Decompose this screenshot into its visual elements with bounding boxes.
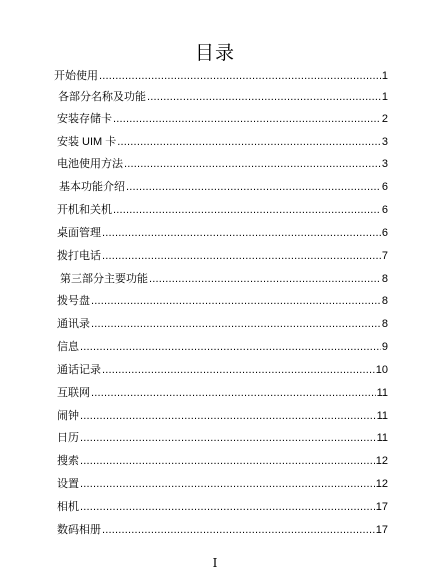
toc-entry[interactable] — [57, 360, 388, 380]
toc-entry-label: 闹钟 — [57, 410, 79, 422]
toc-entry-label: 通讯录 — [57, 318, 90, 330]
toc-title: 目录 — [194, 42, 235, 64]
toc-entry[interactable] — [57, 223, 388, 243]
toc-leader-dots — [80, 337, 381, 357]
toc-entry-label: 数码相册 — [57, 524, 101, 536]
toc-entry-label: 电池使用方法 — [57, 158, 123, 170]
toc-entry-page: 11 — [376, 387, 388, 399]
toc-leader-dots — [91, 291, 381, 311]
toc-entry-label: 拨打电话 — [57, 250, 101, 262]
toc-leader-dots — [117, 132, 381, 152]
toc-leader-dots — [124, 154, 381, 174]
toc-entry-label: 互联网 — [57, 387, 90, 399]
toc-entry[interactable] — [57, 109, 388, 129]
toc-entry-label: 基本功能介绍 — [59, 181, 125, 193]
toc-entry[interactable] — [57, 246, 388, 266]
toc-leader-dots — [102, 223, 381, 243]
toc-leader-dots — [80, 428, 376, 448]
toc-entry[interactable] — [57, 337, 388, 357]
toc-entry-label: 设置 — [57, 478, 79, 490]
toc-leader-dots — [91, 383, 376, 403]
toc-entry[interactable] — [57, 291, 388, 311]
toc-leader-dots — [102, 520, 375, 540]
toc-entry-label: 开始使用 — [54, 70, 98, 82]
toc-entry[interactable] — [57, 474, 388, 494]
toc-leader-dots — [91, 314, 381, 334]
toc-leader-dots — [80, 451, 375, 471]
toc-entry-label: 通话记录 — [57, 364, 101, 376]
toc-leader-dots — [113, 109, 381, 129]
toc-leader-dots — [113, 200, 381, 220]
toc-entry-page: 11 — [376, 432, 388, 444]
toc-entry-page: 11 — [376, 410, 388, 422]
toc-entry-label: 第三部分主要功能 — [60, 273, 148, 285]
toc-leader-dots — [80, 497, 375, 517]
toc-entry-label: 搜索 — [57, 455, 79, 467]
toc-entry-label: 相机 — [57, 501, 79, 513]
toc-leader-dots — [102, 360, 375, 380]
toc-entry-page: 3 — [381, 136, 388, 148]
toc-entry-page: 12 — [375, 455, 388, 467]
toc-leader-dots — [126, 177, 381, 197]
toc-entry-label: 日历 — [57, 432, 79, 444]
toc-entry-label: 安装 UIM 卡 — [57, 136, 117, 148]
toc-entry-page: 9 — [381, 341, 388, 353]
toc-entry-page: 8 — [381, 295, 388, 307]
toc-entry-page: 3 — [381, 158, 388, 170]
toc-entry[interactable] — [57, 132, 388, 152]
toc-leader-dots — [102, 246, 381, 266]
toc-entry-label: 各部分名称及功能 — [58, 91, 146, 103]
toc-entry[interactable] — [59, 177, 388, 197]
toc-entry-label: 安装存储卡 — [57, 113, 112, 125]
toc-entry[interactable] — [57, 520, 388, 540]
toc-entry-page: 8 — [381, 318, 388, 330]
toc-leader-dots — [99, 66, 381, 86]
toc-entry-page: 17 — [375, 501, 388, 513]
toc-entry-page: 17 — [375, 524, 388, 536]
toc-entry[interactable] — [57, 406, 388, 426]
toc-entry-page: 2 — [381, 113, 388, 125]
toc-entry-page: 6 — [381, 181, 388, 193]
toc-entry-page: 1 — [381, 91, 388, 103]
toc-leader-dots — [80, 474, 375, 494]
toc-entry-label: 桌面管理 — [57, 227, 101, 239]
toc-entry-page: 8 — [381, 273, 388, 285]
toc-entry[interactable] — [54, 66, 388, 86]
toc-leader-dots — [80, 406, 376, 426]
toc-entry[interactable] — [57, 497, 388, 517]
toc-entry-page: 6 — [381, 204, 388, 216]
toc-entry[interactable] — [57, 200, 388, 220]
toc-leader-dots — [149, 269, 381, 289]
toc-entry[interactable] — [58, 87, 388, 107]
page-number-footer: I — [212, 556, 218, 570]
toc-entry[interactable] — [57, 154, 388, 174]
toc-entry[interactable] — [57, 383, 388, 403]
toc-entry-label: 拨号盘 — [57, 295, 90, 307]
toc-entry-label: 开机和关机 — [57, 204, 112, 216]
toc-entry-page: 10 — [375, 364, 388, 376]
toc-entry[interactable] — [57, 451, 388, 471]
toc-entry[interactable] — [60, 269, 388, 289]
toc-entry[interactable] — [57, 314, 388, 334]
toc-entry-page: 7 — [381, 250, 388, 262]
toc-entry-label: 信息 — [57, 341, 79, 353]
toc-leader-dots — [147, 87, 381, 107]
toc-entry-page: 12 — [375, 478, 388, 490]
toc-entry[interactable] — [57, 428, 388, 448]
toc-entry-page: 1 — [381, 70, 388, 82]
toc-entry-page: 6 — [381, 227, 388, 239]
